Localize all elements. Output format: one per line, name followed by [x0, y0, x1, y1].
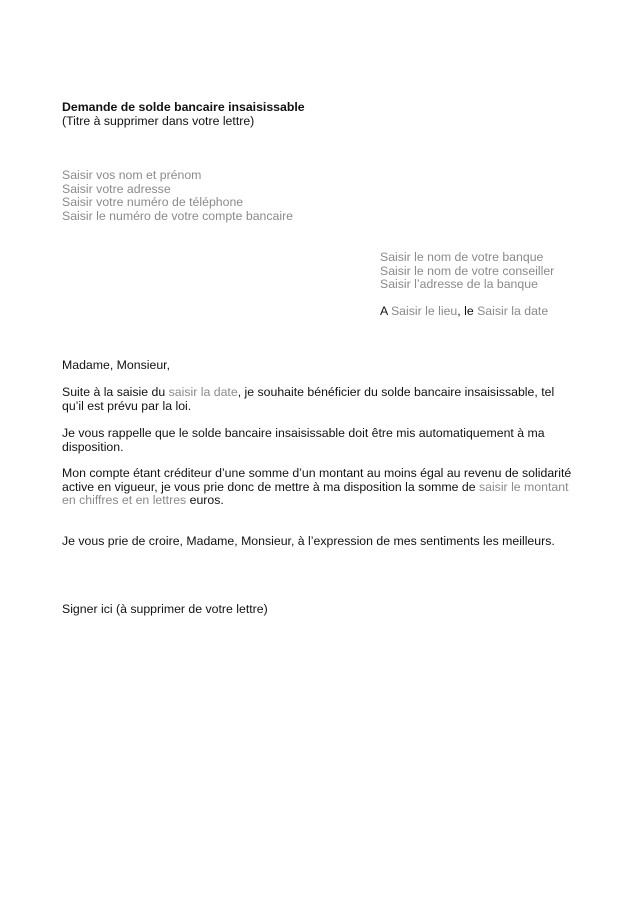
- place-prefix: A: [380, 304, 391, 318]
- date-field[interactable]: Saisir la date: [477, 304, 549, 318]
- recipient-advisor-field[interactable]: Saisir le nom de votre conseiller: [380, 263, 555, 278]
- sender-phone-field[interactable]: Saisir votre numéro de téléphone: [62, 195, 244, 209]
- recipient-bank-field[interactable]: Saisir le nom de votre banque: [380, 250, 544, 264]
- paragraph-seizure: [62, 386, 572, 413]
- seizure-date-field[interactable]: saisir la date: [168, 385, 238, 399]
- date-separator: , le: [457, 304, 478, 318]
- place-field[interactable]: Saisir le lieu: [390, 304, 458, 318]
- paragraph-seizure-start: Suite à la saisie du: [62, 385, 169, 399]
- sender-block: [62, 169, 293, 223]
- letter-title: Demande de solde bancaire insaisissable: [62, 100, 305, 114]
- letter-title-note: (Titre à supprimer dans votre lettre): [62, 113, 255, 128]
- place-date-line: [380, 305, 548, 319]
- signature-line[interactable]: Signer ici (à supprimer de votre lettre): [62, 602, 268, 616]
- closing-formula: Je vous prie de croire, Madame, Monsieur, à l’expression de mes sentiments les meilleurs.: [62, 534, 555, 548]
- salutation: Madame, Monsieur,: [62, 358, 170, 372]
- letter-title-block: [62, 101, 305, 128]
- paragraph-reminder: Je vous rappelle que le solde bancaire insaisissable doit être mis automatiquement à ma disposition.: [62, 426, 545, 454]
- paragraph-amount: [62, 467, 572, 508]
- recipient-address-field[interactable]: Saisir l’adresse de la banque: [380, 277, 538, 291]
- recipient-block: [380, 251, 554, 292]
- sender-name-field[interactable]: Saisir vos nom et prénom: [62, 168, 202, 182]
- paragraph-amount-end: euros.: [186, 493, 224, 507]
- sender-account-field[interactable]: Saisir le numéro de votre compte bancaire: [62, 208, 294, 223]
- paragraph-amount-start: Mon compte étant créditeur d’une somme d’un montant au moins égal au revenu de solidarité active en vigueur, je vous prie donc de mettre à ma disposition la somme de: [62, 466, 572, 494]
- amount-field[interactable]: saisir le montant en chiffres et en lettres: [62, 479, 569, 507]
- paragraph-seizure-end: , je souhaite bénéficier du solde bancaire insaisissable, tel qu’il est prévu par la loi.: [62, 385, 555, 413]
- sender-address-field[interactable]: Saisir votre adresse: [62, 181, 171, 196]
